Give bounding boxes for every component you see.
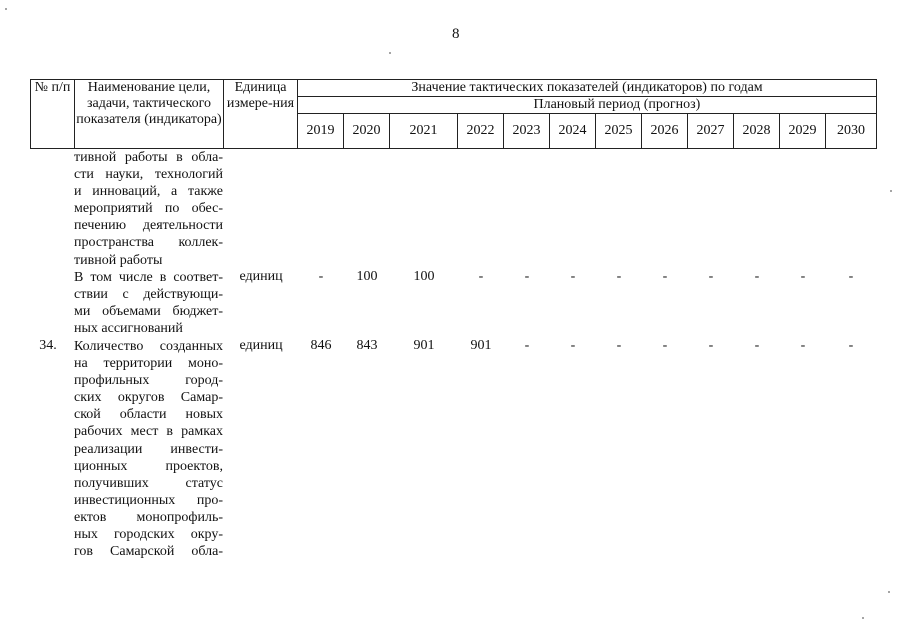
header-num: № п/п (31, 80, 75, 149)
row-value: - (616, 269, 622, 284)
row-value: - (800, 338, 806, 353)
page-number: 8 (452, 26, 460, 42)
header-year: 2019 (298, 114, 344, 149)
row-value: - (318, 269, 324, 284)
scan-speck (389, 52, 391, 54)
row-value: 901 (413, 338, 435, 353)
description-line: инвестиционных про- (74, 492, 223, 508)
row-value: - (662, 338, 668, 353)
row-value: 901 (470, 338, 492, 353)
row-value: 100 (356, 269, 378, 284)
indicators-table-header (30, 79, 877, 149)
description-line: ской области новых (74, 407, 223, 423)
scan-speck (862, 617, 864, 619)
row-value: - (754, 338, 760, 353)
description-line: ционных проектов, (74, 458, 223, 474)
header-unit: Единица измере-ния (224, 80, 298, 149)
description-line: получивших статус (74, 475, 223, 491)
description-line: В том числе в соответ- (74, 270, 223, 285)
description-line: ных городских окру- (74, 527, 223, 543)
row-description (74, 338, 223, 560)
row-number: 34. (39, 338, 57, 353)
row-unit: единиц (239, 269, 283, 284)
header-year: 2022 (458, 114, 504, 149)
scan-speck (890, 190, 892, 192)
row-value: - (848, 269, 854, 284)
description-line: сти науки, технологий (74, 167, 223, 183)
row-value: - (524, 269, 530, 284)
description-line: ектов монопрофиль- (74, 509, 223, 525)
header-year: 2028 (734, 114, 780, 149)
row-value: - (662, 269, 668, 284)
row-value: 846 (310, 338, 332, 353)
row-value: - (754, 269, 760, 284)
description-line: печению деятельности (74, 218, 223, 234)
description-line: ми объемами бюджет- (74, 304, 223, 320)
row-value: - (848, 338, 854, 353)
description-line: реализации инвести- (74, 441, 223, 457)
header-year: 2029 (780, 114, 826, 149)
row-value: - (616, 338, 622, 353)
row-unit: единиц (239, 338, 283, 353)
scan-speck (888, 591, 890, 593)
row-value: - (570, 269, 576, 284)
row-description (74, 269, 223, 337)
row-value: 100 (413, 269, 435, 284)
description-line: тивной работы (74, 252, 163, 268)
header-year: 2025 (596, 114, 642, 149)
description-line: ских округов Самар- (74, 390, 223, 406)
header-year: 2030 (826, 114, 877, 149)
row-value: 843 (356, 338, 378, 353)
description-line: тивной работы в обла- (74, 150, 223, 165)
row-value: - (800, 269, 806, 284)
description-line: ных ассигнований (74, 321, 183, 337)
description-line: гов Самарской обла- (74, 544, 223, 560)
description-line: пространства коллек- (74, 235, 223, 251)
header-year: 2021 (390, 114, 458, 149)
description-line: рабочих мест в рамках (74, 424, 223, 440)
header-planned: Плановый период (прогноз) (504, 97, 877, 114)
header-year: 2027 (688, 114, 734, 149)
description-line: Количество созданных (74, 339, 223, 354)
header-year: 2020 (344, 114, 390, 149)
row-value: - (708, 338, 714, 353)
row-value: - (570, 338, 576, 353)
description-line: и инноваций, а также (74, 184, 223, 200)
continued-description (74, 149, 223, 269)
header-year: 2024 (550, 114, 596, 149)
row-value: - (708, 269, 714, 284)
description-line: профильных город- (74, 373, 223, 389)
description-line: на территории моно- (74, 356, 223, 372)
header-year: 2023 (504, 114, 550, 149)
row-value: - (478, 269, 484, 284)
header-values: Значение тактических показателей (индикаторов) по годам (298, 80, 877, 97)
scan-speck (5, 8, 7, 10)
description-line: мероприятий по обес- (74, 201, 223, 217)
row-value: - (524, 338, 530, 353)
header-name: Наименование цели, задачи, тактического показателя (индикатора) (75, 80, 224, 149)
description-line: ствии с действующи- (74, 287, 223, 303)
header-year: 2026 (642, 114, 688, 149)
